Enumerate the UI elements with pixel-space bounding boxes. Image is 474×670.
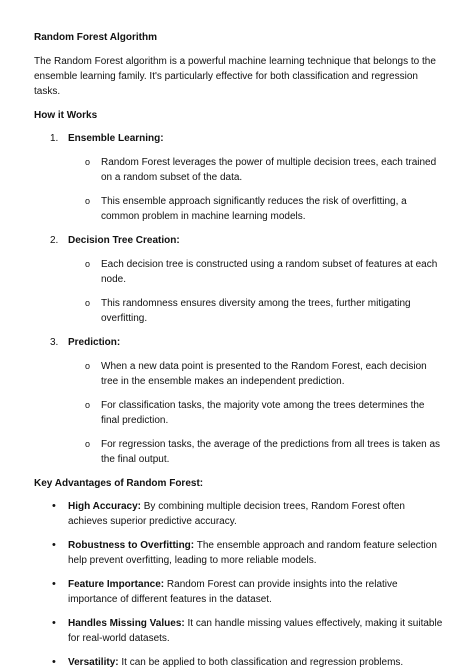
advantages-heading: Key Advantages of Random Forest: xyxy=(34,478,204,489)
document-title: Random Forest Algorithm xyxy=(34,32,157,43)
step-point xyxy=(68,194,444,224)
circle-bullet-icon: o xyxy=(85,196,91,206)
advantage-item xyxy=(34,538,444,568)
how-it-works-heading: How it Works xyxy=(34,110,98,121)
circle-bullet-icon: o xyxy=(85,439,91,449)
bullet-icon: • xyxy=(52,578,56,590)
step-item xyxy=(34,233,444,326)
step-point xyxy=(68,359,444,389)
advantage-text: By combining multiple decision trees, Random Forest often achieves superior predictive accuracy. xyxy=(68,501,405,527)
step-point xyxy=(68,155,444,185)
step-number: 3. xyxy=(50,337,59,348)
step-item xyxy=(34,131,444,224)
advantage-term: Feature Importance: xyxy=(68,579,165,590)
advantage-term: Handles Missing Values: xyxy=(68,618,185,629)
step-label: Prediction: xyxy=(68,337,121,348)
advantage-item xyxy=(34,616,444,646)
step-item xyxy=(34,335,444,467)
step-point xyxy=(68,398,444,428)
steps-list xyxy=(34,131,444,467)
intro-paragraph: The Random Forest algorithm is a powerful machine learning technique that belongs to the ensemble learning family. It's particularly effective for both classification and regression tasks. xyxy=(34,56,436,97)
advantage-item xyxy=(34,577,444,607)
step-label: Ensemble Learning: xyxy=(68,133,164,144)
circle-bullet-icon: o xyxy=(85,361,91,371)
step-point-text: This ensemble approach significantly reduces the risk of overfitting, a common problem in machine learning models. xyxy=(101,196,407,222)
step-number: 1. xyxy=(50,133,59,144)
bullet-icon: • xyxy=(52,500,56,512)
advantage-text: It can handle missing values effectively, making it suitable for real-world datasets. xyxy=(68,618,443,644)
advantage-text: The ensemble approach and random feature selection help prevent overfitting, leading to more reliable models. xyxy=(68,540,437,566)
step-point xyxy=(68,296,444,326)
advantages-list xyxy=(34,499,444,670)
advantage-term: High Accuracy: xyxy=(68,501,141,512)
step-point-text: For regression tasks, the average of the predictions from all trees is taken as the final output. xyxy=(101,439,441,465)
step-point-text: This randomness ensures diversity among the trees, further mitigating overfitting. xyxy=(101,298,411,324)
circle-bullet-icon: o xyxy=(85,259,91,269)
circle-bullet-icon: o xyxy=(85,298,91,308)
step-point-text: For classification tasks, the majority vote among the trees determines the final prediction. xyxy=(101,400,425,426)
step-point xyxy=(68,257,444,287)
bullet-icon: • xyxy=(52,539,56,551)
step-point-text: Random Forest leverages the power of multiple decision trees, each trained on a random subset of the data. xyxy=(101,157,437,183)
step-number: 2. xyxy=(50,235,59,246)
step-points xyxy=(68,359,444,467)
advantage-item xyxy=(34,499,444,529)
advantage-term: Robustness to Overfitting: xyxy=(68,540,195,551)
circle-bullet-icon: o xyxy=(85,400,91,410)
step-points xyxy=(68,155,444,224)
advantage-term: Versatility: xyxy=(68,657,119,668)
step-points xyxy=(68,257,444,326)
step-point-text: Each decision tree is constructed using a random subset of features at each node. xyxy=(101,259,438,285)
bullet-icon: • xyxy=(52,656,56,668)
advantage-item xyxy=(34,655,444,670)
advantage-text: It can be applied to both classification and regression problems. xyxy=(118,657,404,668)
circle-bullet-icon: o xyxy=(85,157,91,167)
step-label: Decision Tree Creation: xyxy=(68,235,180,246)
bullet-icon: • xyxy=(52,617,56,629)
advantage-text: Random Forest can provide insights into the relative importance of different features in the dataset. xyxy=(68,579,398,605)
step-point xyxy=(68,437,444,467)
step-point-text: When a new data point is presented to the Random Forest, each decision tree in the ensemble makes an independent prediction. xyxy=(101,361,427,387)
